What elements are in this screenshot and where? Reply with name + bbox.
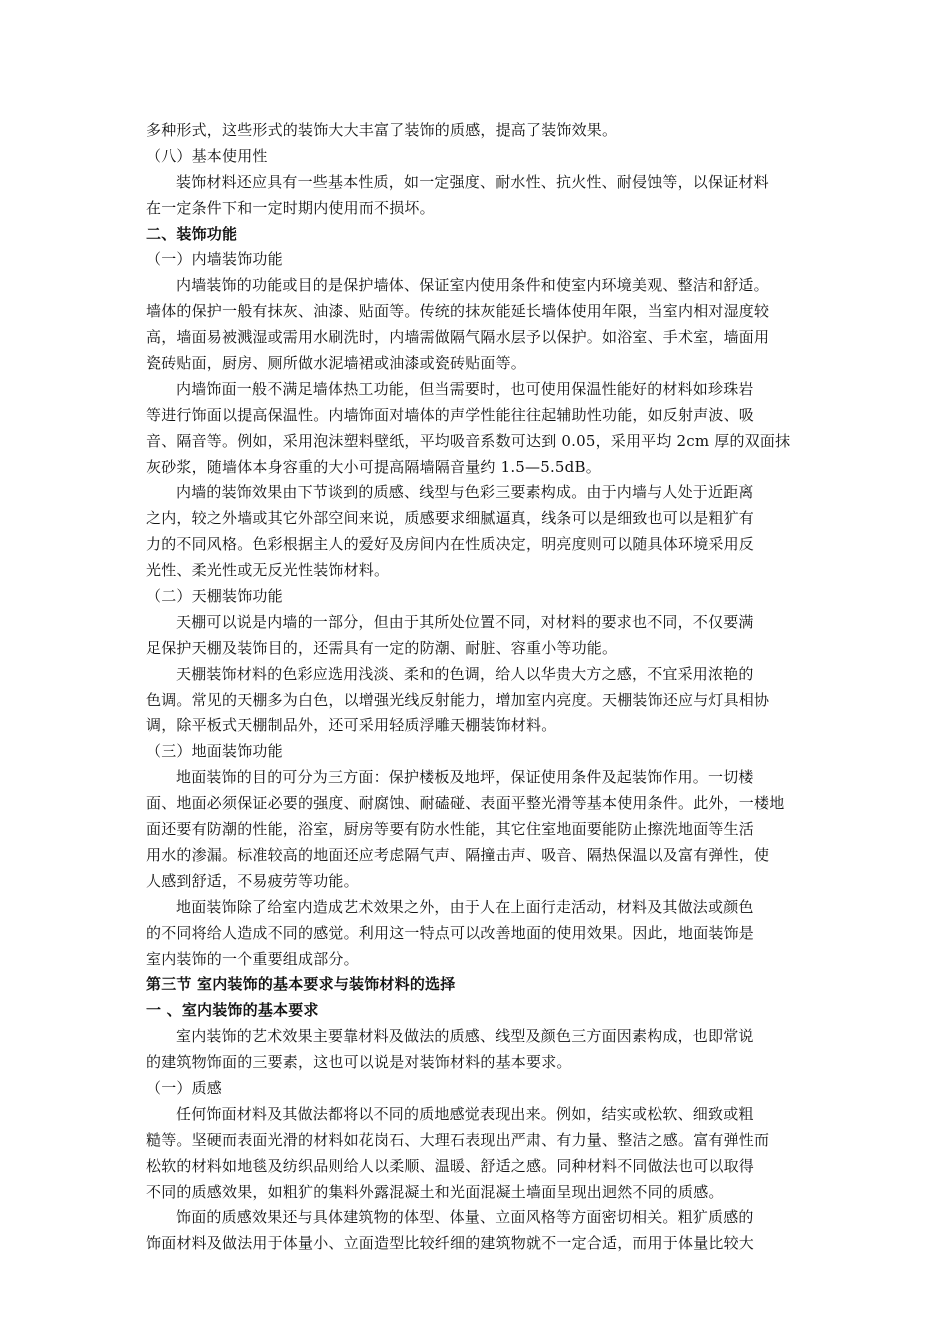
text-line: 灰砂浆，随墙体本身容重的大小可提高隔墙隔音量约 1.5—5.5dB。 [146,457,601,476]
text-line: 多种形式，这些形式的装饰大大丰富了装饰的质感，提高了装饰效果。 [146,121,618,139]
text-line: 足保护天棚及装饰目的，还需具有一定的防潮、耐脏、容重小等功能。 [146,638,618,657]
text-line: 人感到舒适，不易疲劳等功能。 [146,871,359,890]
text-line: 天棚可以说是内墙的一部分，但由于其所处位置不同，对材料的要求也不同，不仅要满 [176,612,754,631]
text-line: （一）质感 [146,1078,223,1097]
text-line: 高，墙面易被溅湿或需用水刷洗时，内墙需做隔气隔水层予以保护。如浴室、手术室，墙面用 [146,328,770,347]
text-line: 内墙装饰的功能或目的是保护墙体、保证室内使用条件和使室内环境美观、整洁和舒适。 [176,276,769,295]
document-page [146,118,810,1257]
text-line: 内墙饰面一般不满足墙体热工功能，但当需要时，也可使用保温性能好的材料如珍珠岩 [176,379,754,398]
text-line: 室内装饰的一个重要组成部分。 [146,949,359,968]
text-line: 等进行饰面以提高保温性。内墙饰面对墙体的声学性能往往起辅助性功能，如反射声波、吸 [146,405,755,424]
text-line: （一）内墙装饰功能 [146,250,283,269]
text-line: 面还要有防潮的性能，浴室，厨房等要有防水性能，其它住室地面要能防止擦洗地面等生活 [146,820,755,839]
text-line: 的建筑物饰面的三要素，这也可以说是对装饰材料的基本要求。 [146,1053,572,1072]
text-line: 力的不同风格。色彩根据主人的爱好及房间内在性质决定，明亮度则可以随具体环境采用反 [146,535,755,554]
text-line: 之内，较之外墙或其它外部空间来说，质感要求细腻逼真，线条可以是细致也可以是粗犷有 [146,509,755,528]
text-line: 调，除平板式天棚制品外，还可采用轻质浮雕天棚装饰材料。 [146,716,557,735]
text-line: 任何饰面材料及其做法都将以不同的质地感觉表现出来。例如，结实或松软、细致或粗 [176,1104,754,1123]
text-line: 面、地面必须保证必要的强度、耐腐蚀、耐磕碰、表面平整光滑等基本使用条件。此外，一楼地 [146,794,785,813]
text-line: （八）基本使用性 [146,146,268,165]
section-heading: 二、装饰功能 [146,224,238,243]
text-line: 内墙的装饰效果由下节谈到的质感、线型与色彩三要素构成。由于内墙与人处于近距离 [176,483,754,502]
text-line: 光性、柔光性或无反光性装饰材料。 [146,561,390,580]
text-line: 地面装饰除了给室内造成艺术效果之外，由于人在上面行走活动，材料及其做法或颜色 [176,897,754,916]
text-line: 松软的材料如地毯及纺织品则给人以柔顺、温暖、舒适之感。同种材料不同做法也可以取得 [146,1156,755,1175]
text-line: 糙等。坚硬而表面光滑的材料如花岗石、大理石表现出严肃、有力量、整洁之感。富有弹性而 [146,1130,770,1149]
text-line: 装饰材料还应具有一些基本性质，如一定强度、耐水性、抗火性、耐侵蚀等，以保证材料 [176,172,769,191]
text-line: 色调。常见的天棚多为白色，以增强光线反射能力，增加室内亮度。天棚装饰还应与灯具相协 [146,690,770,709]
text-line: 天棚装饰材料的色彩应选用浅淡、柔和的色调，给人以华贵大方之感，不宜采用浓艳的 [176,664,754,683]
text-line: 饰面材料及做法用于体量小、立面造型比较纤细的建筑物就不一定合适，而用于体量比较大 [146,1234,755,1253]
text-line: 音、隔音等。例如，采用泡沫塑料壁纸，平均吸音系数可达到 0.05，采用平均 2cm 厚的双面抹 [146,431,791,450]
text-line: 不同的质感效果，如粗犷的集料外露混凝土和光面混凝土墙面呈现出迥然不同的质感。 [146,1182,724,1201]
text-line: 用水的渗漏。标准较高的地面还应考虑隔气声、隔撞击声、吸音、隔热保温以及富有弹性，使 [146,845,770,864]
text-line: （二）天棚装饰功能 [146,587,283,606]
text-line: 瓷砖贴面，厨房、厕所做水泥墙裙或油漆或瓷砖贴面等。 [146,354,527,373]
section-heading: 一 、室内装饰的基本要求 [146,1001,319,1020]
text-line: 墙体的保护一般有抹灰、油漆、贴面等。传统的抹灰能延长墙体使用年限，当室内相对湿度较 [146,302,770,321]
text-line: 的不同将给人造成不同的感觉。利用这一特点可以改善地面的使用效果。因此，地面装饰是 [146,923,755,942]
text-line: （三）地面装饰功能 [146,742,283,761]
text-line: 室内装饰的艺术效果主要靠材料及做法的质感、线型及颜色三方面因素构成，也即常说 [176,1027,754,1046]
text-line: 地面装饰的目的可分为三方面：保护楼板及地坪，保证使用条件及起装饰作用。一切楼 [176,768,754,787]
text-line: 在一定条件下和一定时期内使用而不损坏。 [146,198,435,217]
section-heading: 第三节 室内装饰的基本要求与装饰材料的选择 [146,975,456,994]
text-line: 饰面的质感效果还与具体建筑物的体型、体量、立面风格等方面密切相关。粗犷质感的 [176,1208,754,1227]
